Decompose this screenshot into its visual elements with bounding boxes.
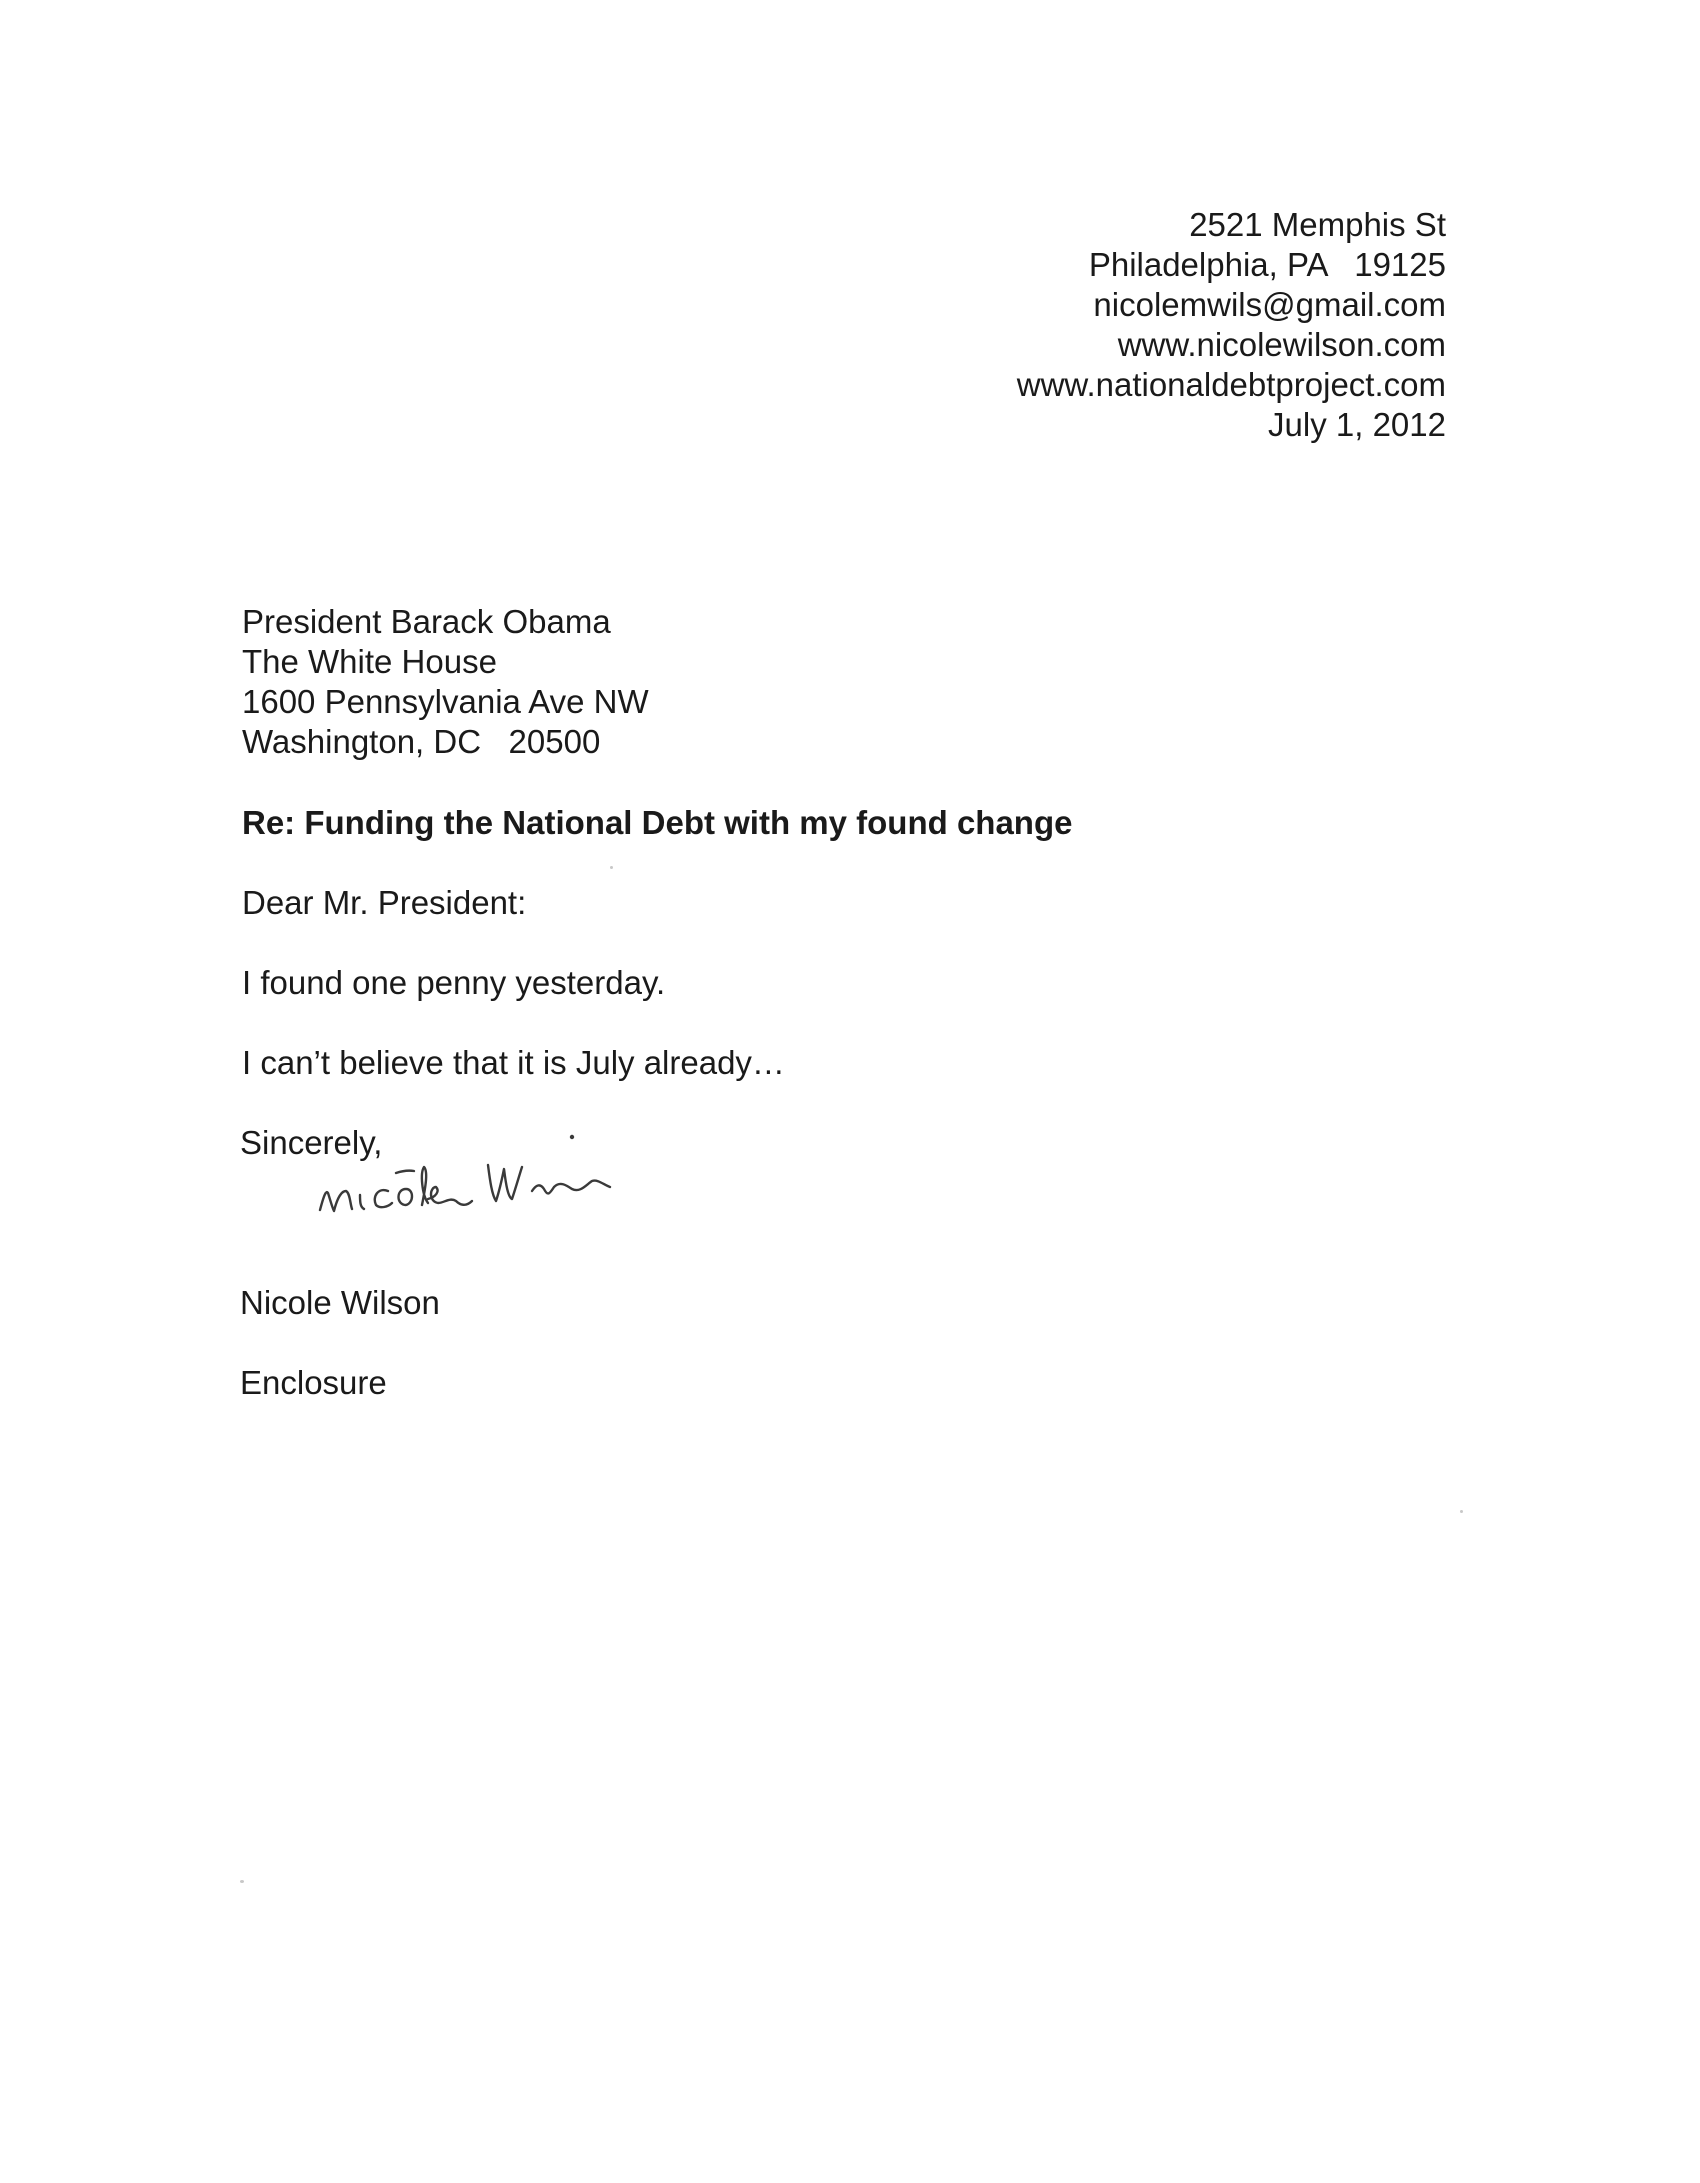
scan-speck (240, 1880, 244, 1883)
scan-speck (610, 866, 613, 869)
signer-name: Nicole Wilson (240, 1284, 440, 1321)
handwritten-signature (310, 1115, 710, 1245)
signature-strokes (320, 1165, 610, 1211)
sender-website-project: www.nationaldebtproject.com (1016, 366, 1446, 403)
sender-email: nicolemwils@gmail.com (1093, 286, 1446, 323)
sender-city-line: Philadelphia, PA 19125 (1088, 246, 1446, 283)
letter-date: July 1, 2012 (1268, 406, 1446, 443)
recipient-street: 1600 Pennsylvania Ave NW (242, 683, 649, 720)
sender-street: 2521 Memphis St (1189, 206, 1446, 243)
sender-address-block (1017, 205, 1446, 445)
body-paragraph-1: I found one penny yesterday. (242, 964, 666, 1001)
recipient-org: The White House (242, 643, 497, 680)
recipient-city-line: Washington, DC 20500 (242, 723, 601, 760)
body-paragraph-2: I can’t believe that it is July already… (242, 1044, 785, 1081)
enclosure-note: Enclosure (240, 1364, 387, 1401)
scan-speck (1460, 1510, 1463, 1513)
sender-website-personal: www.nicolewilson.com (1117, 326, 1446, 363)
subject-line: Re: Funding the National Debt with my found change (242, 804, 1073, 841)
recipient-address-block (242, 602, 649, 762)
signature-dot (570, 1135, 574, 1139)
recipient-name: President Barack Obama (242, 603, 611, 640)
salutation: Dear Mr. President: (242, 884, 527, 921)
closing: Sincerely, (240, 1124, 383, 1161)
